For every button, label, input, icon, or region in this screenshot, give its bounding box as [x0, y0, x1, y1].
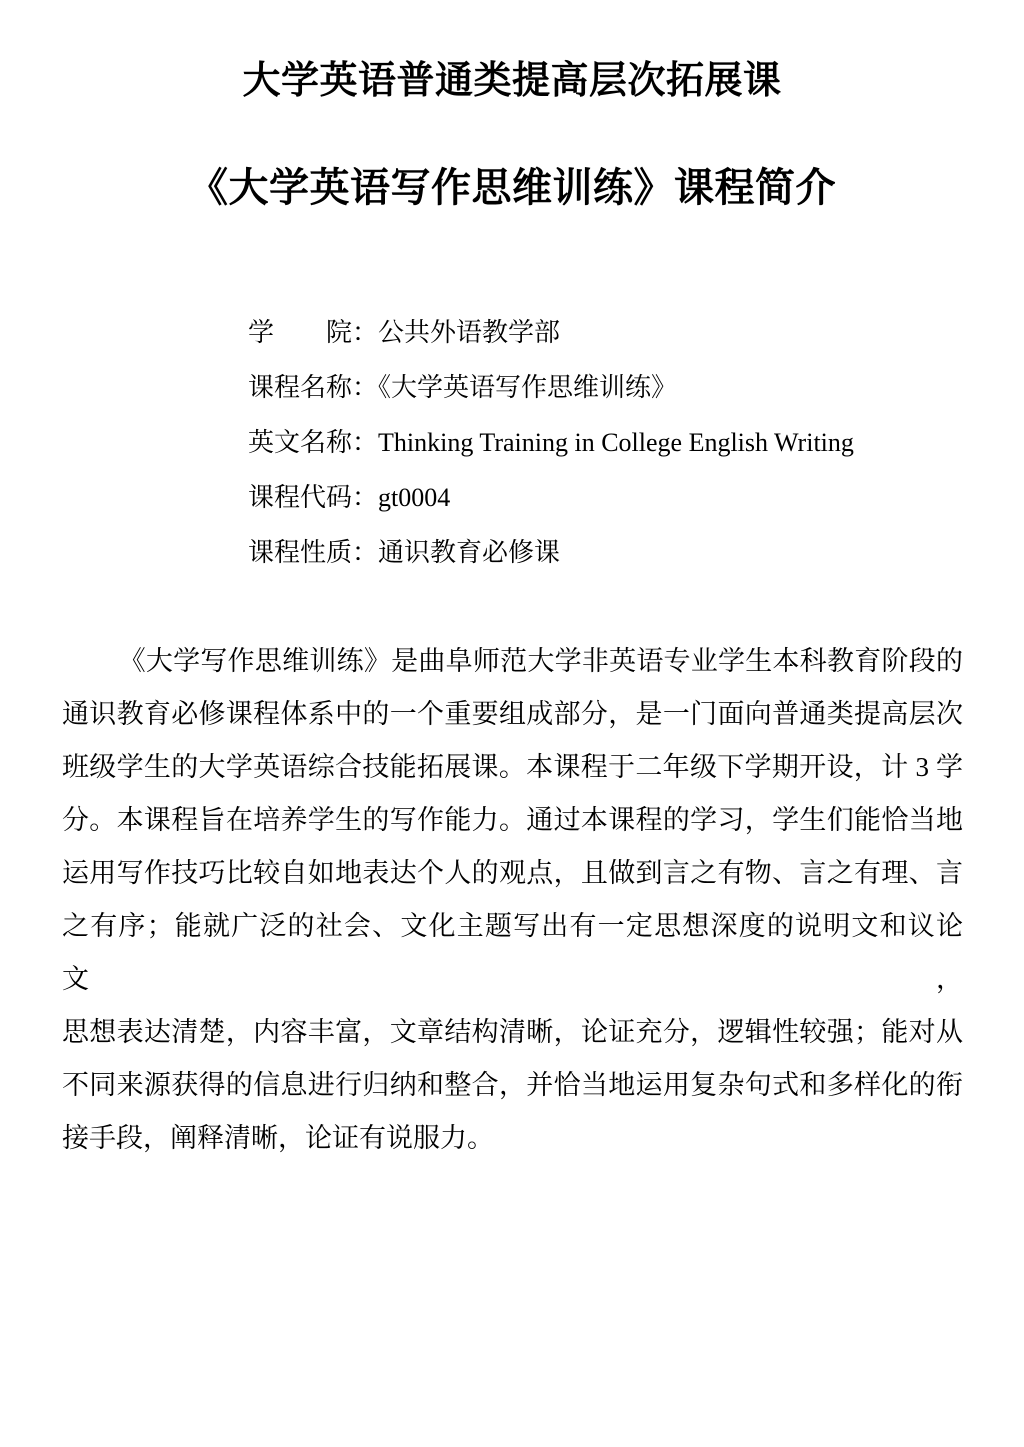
description-line: 思想表达清楚，内容丰富，文章结构清晰，论证充分，逻辑性较强；能对从 — [62, 1017, 963, 1047]
description-line: 接手段，阐释清晰，论证有说服力。 — [62, 1123, 494, 1153]
course-info-value: 公共外语教学部 — [378, 318, 561, 347]
description-line: 运用写作技巧比较自如地表达个人的观点，且做到言之有物、言之有理、言 — [62, 858, 963, 888]
description-line: 不同来源获得的信息进行归纳和整合，并恰当地运用复杂句式和多样化的衔 — [62, 1070, 963, 1100]
course-info-row-college — [248, 305, 1024, 360]
course-info-row-course-name — [248, 360, 1024, 415]
course-info-label: 英文名称： — [248, 428, 379, 457]
course-info-row-course-type — [248, 525, 1024, 580]
course-info-value: 《大学英语写作思维训练》 — [378, 373, 678, 402]
course-info-label: 课程性质： — [248, 538, 379, 567]
description-line: 之有序；能就广泛的社会、文化主题写出有一定思想深度的说明文和议论文， — [62, 911, 963, 994]
course-info-value: Thinking Training in College English Writing — [378, 428, 854, 457]
course-info-row-course-code — [248, 470, 1024, 525]
document-title-line1: 大学英语普通类提高层次拓展课 — [242, 60, 782, 102]
course-info-label: 课程名称： — [248, 373, 379, 402]
description-line: 通识教育必修课程体系中的一个重要组成部分，是一门面向普通类提高层次 — [62, 699, 963, 729]
description-line: 分。本课程旨在培养学生的写作能力。通过本课程的学习，学生们能恰当地 — [62, 805, 963, 835]
document-title-line2: 《大学英语写作思维训练》课程简介 — [188, 166, 836, 210]
course-description — [62, 635, 963, 1165]
course-info-value: 通识教育必修课 — [378, 538, 561, 567]
course-info-label: 学 院： — [248, 318, 379, 347]
course-info-block — [0, 305, 1024, 580]
description-line: 班级学生的大学英语综合技能拓展课。本课程于二年级下学期开设，计 3 学 — [62, 752, 963, 782]
description-line: 《大学写作思维训练》是曲阜师范大学非英语专业学生本科教育阶段的 — [118, 646, 963, 676]
course-info-value: gt0004 — [378, 483, 451, 512]
course-info-label: 课程代码： — [248, 483, 379, 512]
course-info-row-english-name — [248, 415, 1024, 470]
